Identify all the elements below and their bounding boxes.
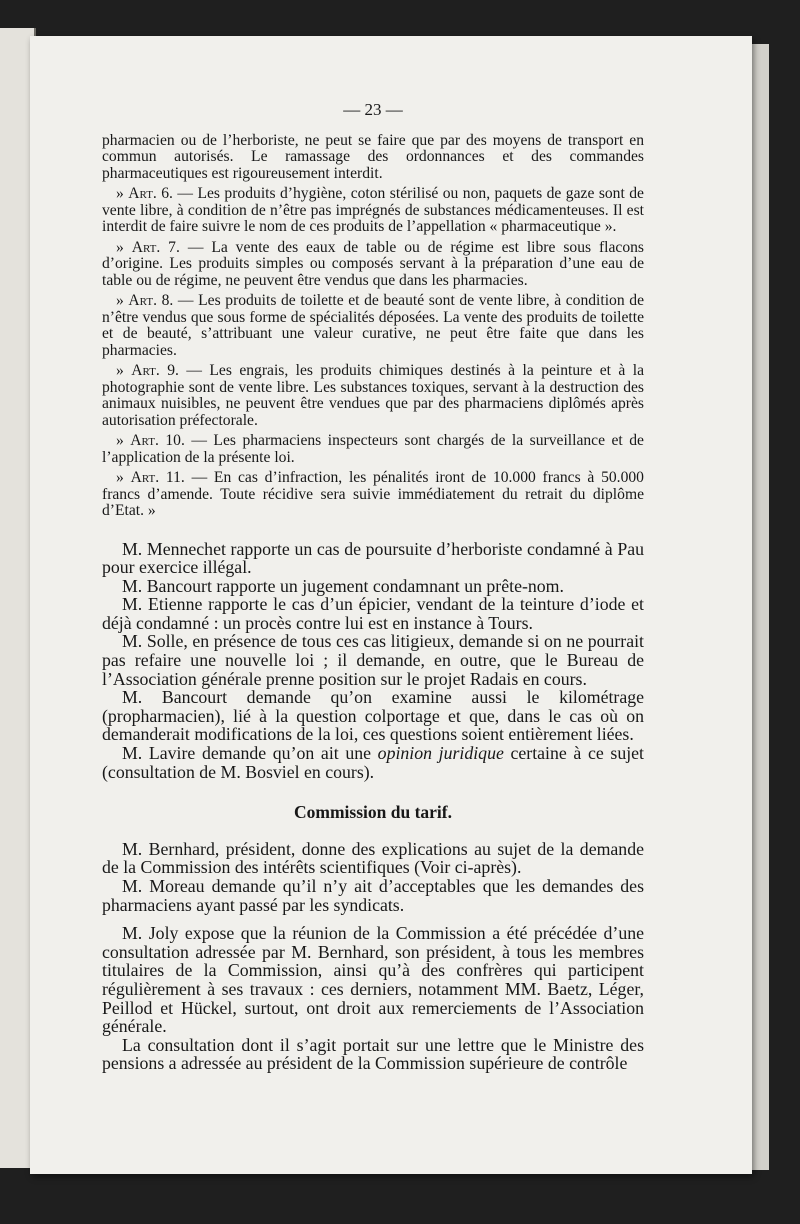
article-6-text: — Les produits d’hygiène, coton stérilisé ou non, paquets de gaze sont de vente libre, à condition de n’être pas imprégnés de substances médicamenteuses. Il est interdit de faire suivre le nom de ces produits de l’appellation « pharmaceutique ». [102,185,644,235]
paragraph-bancourt-1: M. Bancourt rapporte un jugement condamnant un prête-nom. [122,575,564,596]
paragraph-lavire [102,744,644,781]
article-9: » Art. 9. — Les engrais, les produits chimiques destinés à la peinture et à la photographie sont de vente libre. Les substances toxiques, servant à la destruction des animaux nuisibles, ne peuvent être vendues que par des pharmaciens diplômés après autorisation préfectorale. [102,362,644,429]
article-9-text: — Les engrais, les produits chimiques destinés à la peinture et à la photographie sont de vente libre. Les substances toxiques, servant à la destruction des animaux nuisibles, ne peuvent être vendues que par des pharmaciens diplômés après autorisation préfectorale. [102,362,644,429]
article-11-text: — En cas d’infraction, les pénalités iront de 10.000 francs à 50.000 francs d’amende. Toute récidive sera suivie immédiatement du retrait du diplôme d’Etat. » [102,469,644,519]
article-11: » Art. 11. — En cas d’infraction, les pénalités iront de 10.000 francs à 50.000 francs d’amende. Toute récidive sera suivie immédiatement du retrait du diplôme d’Etat. » [102,469,644,519]
paragraph-mennechet: M. Mennechet rapporte un cas de poursuite d’herboriste condamné à Pau pour exercice illégal. [102,538,644,578]
lavire-text-start: M. Lavire demande qu’on ait une [122,743,378,764]
article-7: » Art. 7. — La vente des eaux de table ou de régime est libre sous flacons d’origine. Les produits simples ou composés servant à la préparation d’une eau de table ou de régime, ne peuvent être vendus que dans les pharmacies. [102,238,645,289]
article-7-text: — La vente des eaux de table ou de régime est libre sous flacons d’origine. Les produits simples ou composés servant à la préparation d’une eau de table ou de régime, ne peuvent être vendus que dans les pharmacies. [102,238,645,289]
article-10-text: — Les pharmaciens inspecteurs sont chargés de la surveillance et de l’application de la présente loi. [102,432,644,466]
article-8: » Art. 8. — Les produits de toilette et de beauté sont de vente libre, à condition de n’être vendus que sous forme de spécialités déposées. La vente des produits de toilette et de beauté, s’attribuant une valeur curative, ne peut être faite que dans les pharmacies. [102,292,644,359]
paragraph-solle: M. Solle, en présence de tous ces cas litigieux, demande si on ne pourrait pas refaire une nouvelle loi ; il demande, en outre, que le Bureau de l’Association générale prenne position sur le projet Radais en cours. [102,631,644,689]
article-6: » Art. 6. — Les produits d’hygiène, coton stérilisé ou non, paquets de gaze sont de vente libre, à condition de n’être pas imprégnés de substances médicamenteuses. Il est interdit de faire suivre le nom de ces produits de l’appellation « pharmaceutique ». [102,185,644,235]
paragraph-bernhard: M. Bernhard, président, donne des explications au sujet de la demande de la Commission des intérêts scientifiques (Voir ci-après). [102,838,644,878]
article-8-label: Art. 8. [128,292,174,309]
article-7-label: Art. 7. [131,238,180,256]
page-text [102,102,644,1073]
page-number: — 23 — [343,100,403,119]
paragraph-etienne: M. Etienne rapporte le cas d’un épicier, vendant de la teinture d’iode et déjà condamné : un procès contre lui est en instance à Tours. [102,594,644,633]
paragraph-bancourt-2: M. Bancourt demande qu’on examine aussi le kilométrage (propharmacien), lié à la question colportage et que, dans le cas où on demanderait modifications de la loi, ces questions soient entièrement liées. [102,687,644,745]
paragraph-consultation: La consultation dont il s’agit portait sur une lettre que le Ministre des pensions a adressée au président de la Commission supérieure de contrôle [102,1034,644,1074]
meeting-minutes [102,540,644,1073]
document-page [30,36,752,1174]
paragraph-moreau: M. Moreau demande qu’il n’y ait d’acceptables que les demandes des pharmaciens ayant passé par les syndicats. [102,876,644,915]
paragraph-joly: M. Joly expose que la réunion de la Commission a été précédée d’une consultation adressée par M. Bernhard, son président, à tous les membres titulaires de la Commission, ainsi qu’à des confrères qui participent régulièrement à ses travaux : ces derniers, notamment MM. Baetz, Léger, Peillod et Hückel, surtout, ont droit aux remerciements de l’Association générale. [102,923,644,1037]
article-10-label: Art. 10. [130,432,185,449]
law-articles [102,133,644,520]
article-11-label: Art. 11. [130,469,185,486]
article-6-label: Art. 6. [128,185,173,202]
lavire-emphasis: opinion juridique [377,743,504,764]
section-heading: Commission du tarif. [294,802,452,823]
lavire-text-end: certaine à ce sujet (consultation de M. Bosviel en cours). [102,743,644,782]
article-9-label: Art. 9. [131,362,179,379]
article-continuation: pharmacien ou de l’herboriste, ne peut se faire que par des moyens de transport en commun autorisés. Le ramassage des ordonnances et des commandes pharmaceutiques est rigoureusement interdit. [102,131,644,182]
article-8-text: — Les produits de toilette et de beauté sont de vente libre, à condition de n’être vendus que sous forme de spécialités déposées. La vente des produits de toilette et de beauté, s’attribuant une valeur curative, ne peut être faite que dans les pharmacies. [102,292,644,359]
article-10: » Art. 10. — Les pharmaciens inspecteurs sont chargés de la surveillance et de l’application de la présente loi. [102,432,644,466]
